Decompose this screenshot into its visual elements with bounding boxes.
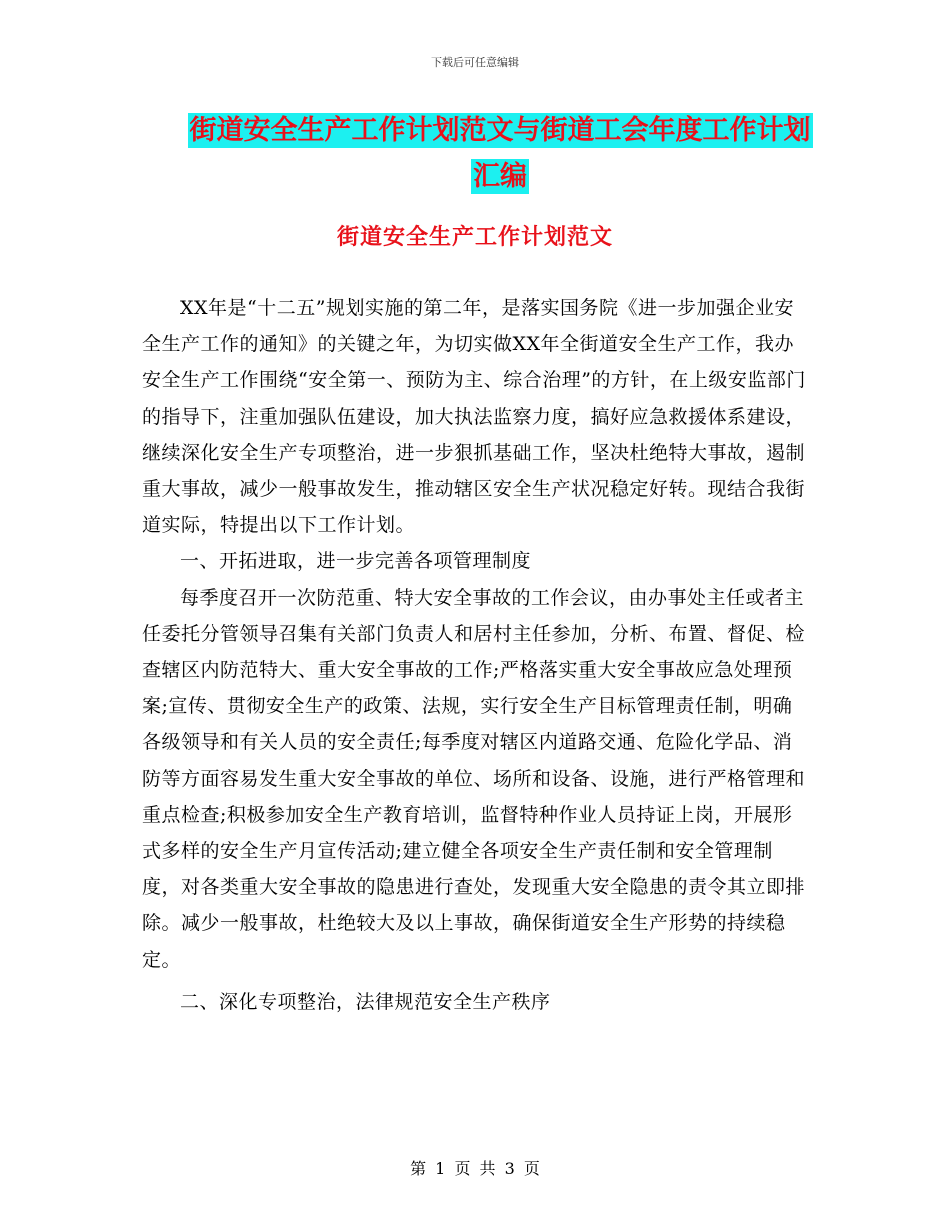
body-text <box>142 290 806 1020</box>
paragraph-intro: XX年是“十二五”规划实施的第二年，是落实国务院《进一步加强企业安全生产工作的通知》的关键之年，为切实做XX年全街道安全生产工作，我办安全生产工作围绕“安全第一、预防为主、综合治理”的方针，在上级安监部门的指导下，注重加强队伍建设，加大执法监察力度，搞好应急救援体系建设，继续深化安全生产专项整治，进一步狠抓基础工作，坚决杜绝特大事故，遏制重大事故，减少一般事故发生，推动辖区安全生产状况稳定好转。现结合我街道实际，特提出以下工作计划。 <box>142 297 806 537</box>
section-title: 街道安全生产工作计划范文 <box>336 225 613 250</box>
heading-two: 二、深化专项整治，法律规范安全生产秩序 <box>180 990 551 1013</box>
header-note: 下载后可任意编辑 <box>431 56 519 69</box>
title-line-2: 汇编 <box>473 161 527 192</box>
document-title <box>140 108 860 200</box>
heading-one: 一、开拓进取，进一步完善各项管理制度 <box>180 550 532 573</box>
paragraph-one: 每季度召开一次防范重、特大安全事故的工作会议，由办事处主任或者主任委托分管领导召集有关部门负责人和居村主任参加，分析、布置、督促、检查辖区内防范特大、重大安全事故的工作;严格落实重大安全事故应急处理预案;宣传、贯彻安全生产的政策、法规，实行安全生产目标管理责任制，明确各级领导和有关人员的安全责任;每季度对辖区内道路交通、危险化学品、消防等方面容易发生重大安全事故的单位、场所和设备、设施，进行严格管理和重点检查;积极参加安全生产教育培训，监督特种作业人员持证上岗，开展形式多样的安全生产月宣传活动;建立健全各项安全生产责任制和安全管理制度，对各类重大安全事故的隐患进行查处，发现重大安全隐患的责令其立即排除。减少一般事故，杜绝较大及以上事故，确保街道安全生产形势的持续稳定。 <box>142 586 806 971</box>
page-footer: 第 1 页 共 3 页 <box>410 1159 540 1178</box>
title-line-1: 街道安全生产工作计划范文与街道工会年度工作计划 <box>189 115 811 146</box>
